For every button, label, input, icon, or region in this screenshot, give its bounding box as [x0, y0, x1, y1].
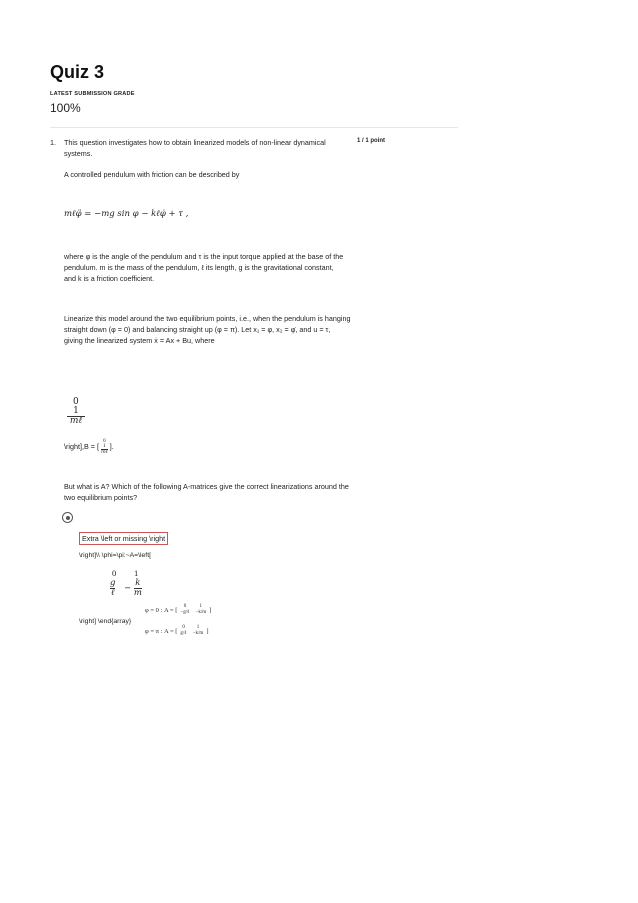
r2c1-den: ℓ	[110, 587, 115, 598]
b-line-suffix: ].	[109, 441, 114, 451]
b-line-prefix: \right],B = [	[64, 441, 99, 451]
latex-error-box: Extra \left or missing \right	[79, 532, 168, 545]
b-inline-top: 0	[103, 439, 106, 444]
phi0-r2c2: −k/m	[195, 610, 207, 615]
r2c2-num: k	[135, 578, 141, 588]
grade-label: LATEST SUBMISSION GRADE	[50, 91, 135, 97]
b-num: 1	[73, 406, 79, 416]
b-den: mℓ	[69, 416, 83, 426]
question-points: 1 / 1 point	[357, 138, 386, 144]
ask-line-1: But what is A? Which of the following A-matrices give the correct linearizations around the	[64, 482, 349, 491]
phi0-r1c1: 0	[183, 604, 187, 609]
phipi-label: φ = π : A = [	[145, 627, 178, 635]
linearize-line-2: straight down (φ = 0) and balancing straight up (φ = π). Let x₁ = φ, x₂ = φ̇, and u = τ,	[64, 325, 331, 334]
phi0-r1c2: 1	[199, 604, 203, 609]
phi0-close: ]	[209, 606, 212, 614]
radio-selected-dot	[66, 516, 70, 520]
phi0-label: φ = 0 : A = [	[145, 606, 178, 614]
r2c2-den: m	[133, 587, 142, 598]
pendulum-equation: mℓφ̈ = −mg sin φ − kℓφ̇ + τ ,	[64, 209, 189, 219]
phipi-r2c2: −k/m	[192, 631, 204, 636]
b-inline-num: 1	[103, 444, 106, 449]
b-matrix-fraction	[67, 407, 85, 426]
phipi-close: ]	[206, 627, 209, 635]
where-line-2: pendulum. m is the mass of the pendulum, ℓ its length, g is the gravitational constant,	[64, 263, 334, 272]
b-matrix-top: 0	[73, 397, 79, 407]
intro-line-2: systems.	[64, 149, 93, 158]
end-array-line: \right] \end{array}	[79, 618, 132, 625]
option-radio[interactable]	[62, 512, 73, 523]
phi0-matrix	[145, 604, 211, 616]
linearize-line-3: giving the linearized system ẋ = Ax + Bu, where	[64, 336, 215, 345]
matrix-r2c2	[124, 579, 142, 597]
where-line-1: where φ is the angle of the pendulum and τ is the input torque applied at the base of the	[64, 252, 344, 261]
r2c1-num: g	[110, 578, 116, 588]
b-line	[64, 439, 114, 455]
pendulum-text: A controlled pendulum with friction can be described by	[64, 170, 240, 179]
matrix-r2c1	[110, 579, 115, 597]
phipi-r1c1: 0	[182, 625, 185, 630]
raw-latex-line: \right]\\ \phi=\pi:~A=\left[	[79, 552, 151, 559]
ask-line-2: two equilibrium points?	[64, 493, 138, 502]
grade-value: 100%	[50, 101, 81, 115]
question-number: 1.	[50, 138, 56, 147]
r2c2-sign: −	[124, 583, 132, 594]
linearize-line-1: Linearize this model around the two equilibrium points, i.e., when the pendulum is hanging	[64, 314, 351, 323]
divider	[50, 127, 458, 128]
b-inline-matrix	[101, 439, 108, 455]
matrix-r1c2: 1	[134, 568, 139, 578]
phipi-r1c2: 1	[196, 625, 200, 630]
phi0-r2c1: −g/ℓ	[180, 610, 190, 615]
page-title: Quiz 3	[50, 62, 105, 82]
phipi-r2c1: g/ℓ	[180, 631, 187, 636]
where-line-3: and k is a friction coefficient.	[64, 274, 155, 283]
phipi-matrix	[145, 625, 209, 637]
matrix-r1c1: 0	[112, 568, 117, 578]
b-inline-den: mℓ	[100, 449, 108, 455]
intro-line-1: This question investigates how to obtain linearized models of non-linear dynamical	[64, 138, 326, 147]
